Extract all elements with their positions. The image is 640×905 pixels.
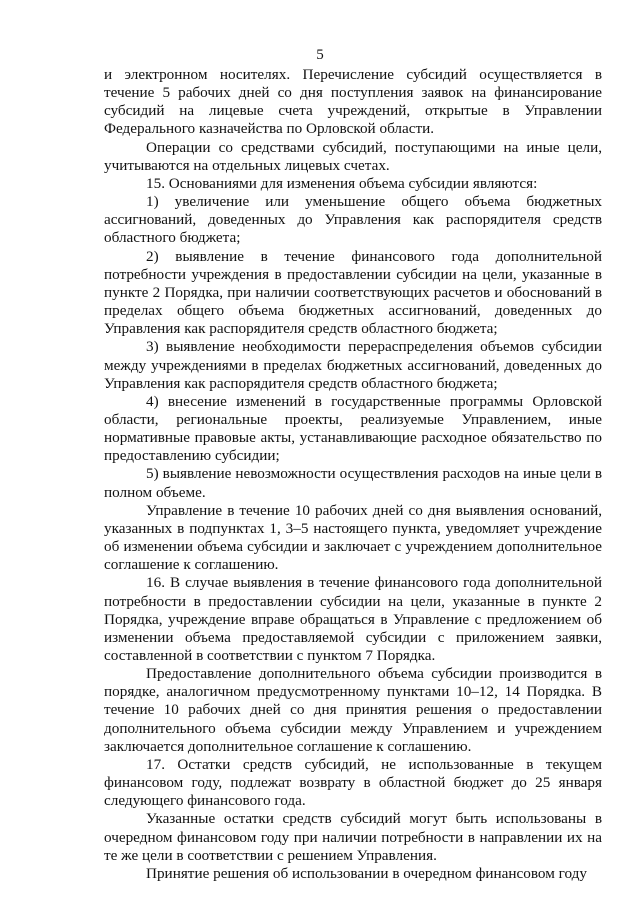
list-item: 1) увеличение или уменьшение общего объема бюджетных ассигнований, доведенных до Управления как распорядителя средств областного бюджета;	[104, 193, 602, 247]
paragraph: Операции со средствами субсидий, поступающими на иные цели, учитываются на отдельных лицевых счетах.	[104, 138, 602, 174]
section-paragraph: 17. Остатки средств субсидий, не использованные в текущем финансовом году, подлежат возврату в областной бюджет до 25 января следующего финансового года.	[104, 755, 602, 810]
paragraph: Предоставление дополнительного объема субсидии производится в порядке, аналогичном предусмотренному пунктами 10–12, 14 Порядка. В течение 10 рабочих дней со дня принятия решения о предоставлении дополнительного объема субсидии между Управлением и учреждением заключается дополнительное соглашение к соглашению.	[104, 665, 602, 755]
paragraph: Указанные остатки средств субсидий могут быть использованы в очередном финансовом году при наличии потребности в направлении их на те же цели в соответствии с решением Управления.	[104, 810, 602, 864]
paragraph: и электронном носителях. Перечисление субсидий осуществляется в течение 5 рабочих дней со дня поступления заявок на финансирование субсидий на лицевые счета учреждений, открытые в Управлении Федерального казначейства по Орловской области.	[104, 66, 602, 138]
paragraph: Управление в течение 10 рабочих дней со дня выявления оснований, указанных в подпунктах 1, 3–5 настоящего пункта, уведомляет учреждение об изменении объема субсидии и заключает с учреждением дополнительное соглашение к соглашению.	[104, 501, 602, 574]
section-heading: 15. Основаниями для изменения объема субсидии являются:	[146, 174, 538, 192]
list-item: 3) выявление необходимости перераспределения объемов субсидии между учреждениями в пределах бюджетных ассигнований, доведенных до Управления как распорядителя средств областного бюджета;	[104, 338, 602, 392]
paragraph: Принятие решения об использовании в очередном финансовом году	[146, 864, 587, 882]
list-item: 2) выявление в течение финансового года дополнительной потребности учреждения в предоставлении субсидии на цели, указанные в пункте 2 Порядка, при наличии соответствующих расчетов и обоснований в пределах общего объема бюджетных ассигнований, доведенных до Управления как распорядителя средств областного бюджета;	[104, 247, 602, 338]
document-body	[104, 66, 602, 883]
section-paragraph: 16. В случае выявления в течение финансового года дополнительной потребности в предоставлении субсидии на цели, указанные в пункте 2 Порядка, учреждение вправе обращаться в Управление с предложением об изменении объема предоставляемой субсидии с приложением заявки, составленной в соответствии с пунктом 7 Порядка.	[104, 574, 602, 664]
list-item: 4) внесение изменений в государственные программы Орловской области, региональные проекты, реализуемые Управлением, иные нормативные правовые акты, устанавливающие расходное обязательство по предоставлению субсидии;	[104, 392, 602, 465]
list-item: 5) выявление невозможности осуществления расходов на иные цели в полном объеме.	[104, 465, 602, 501]
page-number: 5	[316, 47, 324, 63]
